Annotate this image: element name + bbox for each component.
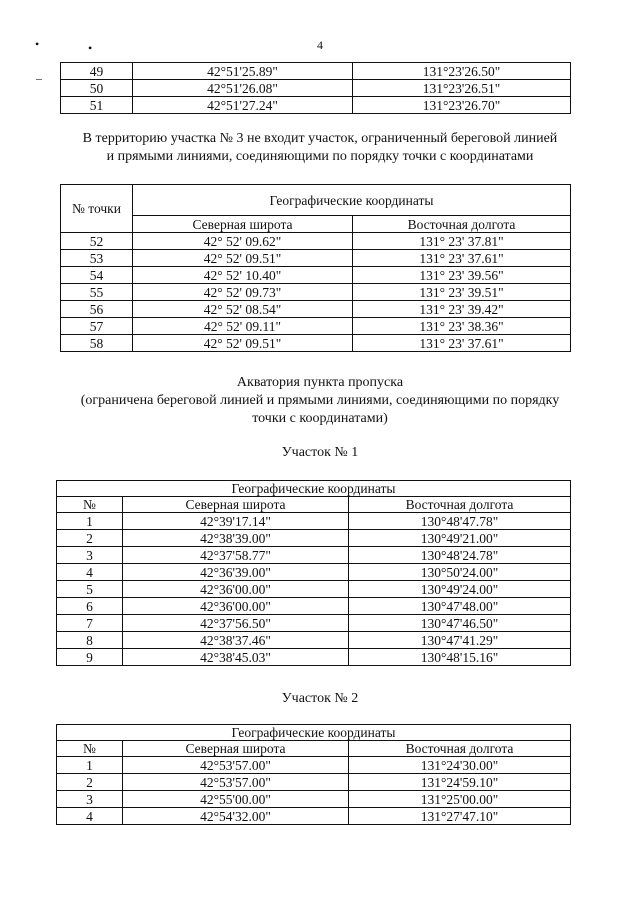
point-number: 2 bbox=[57, 530, 123, 547]
table-row bbox=[61, 63, 571, 80]
table-row bbox=[57, 774, 571, 791]
scan-mark-dot-left: • bbox=[35, 37, 40, 51]
longitude-cell: 131° 23' 37.81" bbox=[353, 233, 571, 250]
longitude-cell: 131°27'47.10" bbox=[349, 808, 571, 825]
table-row bbox=[57, 649, 571, 666]
point-number: 3 bbox=[57, 547, 123, 564]
exclusion-paragraph-line: В территорию участка № 3 не входит участок, ограниченный береговой линией bbox=[82, 131, 558, 146]
point-number: 1 bbox=[57, 513, 123, 530]
latitude-cell: 42°55'00.00" bbox=[123, 791, 349, 808]
longitude-cell: 131°23'26.51" bbox=[353, 80, 571, 97]
longitude-cell: 130°49'24.00" bbox=[349, 581, 571, 598]
column-header-longitude: Восточная долгота bbox=[349, 497, 571, 513]
column-header-longitude: Восточная долгота bbox=[349, 741, 571, 757]
latitude-cell: 42° 52' 09.51" bbox=[133, 250, 353, 267]
column-header-geo-coordinates: Географические координаты bbox=[57, 481, 571, 497]
latitude-cell: 42° 52' 08.54" bbox=[133, 301, 353, 318]
longitude-cell: 131° 23' 39.56" bbox=[353, 267, 571, 284]
table-row bbox=[61, 233, 571, 250]
longitude-cell: 130°48'15.16" bbox=[349, 649, 571, 666]
latitude-cell: 42° 52' 10.40" bbox=[133, 267, 353, 284]
table-row bbox=[61, 284, 571, 301]
column-header-latitude: Северная широта bbox=[133, 216, 353, 233]
latitude-cell: 42°38'39.00" bbox=[123, 530, 349, 547]
latitude-cell: 42°54'32.00" bbox=[123, 808, 349, 825]
latitude-cell: 42°53'57.00" bbox=[123, 757, 349, 774]
latitude-cell: 42°51'25.89" bbox=[133, 63, 353, 80]
column-header-number: № bbox=[57, 497, 123, 513]
latitude-cell: 42° 52' 09.62" bbox=[133, 233, 353, 250]
coordinates-table-section-2 bbox=[56, 724, 571, 825]
point-number: 49 bbox=[61, 63, 133, 80]
point-number: 1 bbox=[57, 757, 123, 774]
point-number: 53 bbox=[61, 250, 133, 267]
aquatory-description-line: (ограничена береговой линией и прямыми линиями, соединяющими по порядку bbox=[80, 393, 560, 408]
aquatory-title: Акватория пункта пропуска bbox=[236, 375, 404, 390]
table-row bbox=[57, 513, 571, 530]
point-number: 6 bbox=[57, 598, 123, 615]
point-number: 7 bbox=[57, 615, 123, 632]
page-number: 4 bbox=[317, 38, 323, 52]
latitude-cell: 42°53'57.00" bbox=[123, 774, 349, 791]
coordinates-table-section-1 bbox=[56, 480, 571, 666]
longitude-cell: 131°23'26.50" bbox=[353, 63, 571, 80]
point-number: 50 bbox=[61, 80, 133, 97]
table-row bbox=[57, 547, 571, 564]
latitude-cell: 42° 52' 09.73" bbox=[133, 284, 353, 301]
scan-mark-dot-right: • bbox=[88, 41, 93, 55]
longitude-cell: 130°47'41.29" bbox=[349, 632, 571, 649]
longitude-cell: 130°47'48.00" bbox=[349, 598, 571, 615]
longitude-cell: 131° 23' 38.36" bbox=[353, 318, 571, 335]
coordinates-table-continuation bbox=[60, 62, 571, 114]
latitude-cell: 42°38'45.03" bbox=[123, 649, 349, 666]
longitude-cell: 130°48'47.78" bbox=[349, 513, 571, 530]
point-number: 8 bbox=[57, 632, 123, 649]
table-row bbox=[61, 267, 571, 284]
table-row bbox=[61, 250, 571, 267]
column-header-geo-coordinates: Географические координаты bbox=[133, 185, 571, 216]
longitude-cell: 130°48'24.78" bbox=[349, 547, 571, 564]
point-number: 51 bbox=[61, 97, 133, 114]
coordinates-table-points-52-58 bbox=[60, 184, 571, 352]
aquatory-description-line: точки с координатами) bbox=[252, 411, 388, 426]
latitude-cell: 42°51'26.08" bbox=[133, 80, 353, 97]
aquatory-block bbox=[30, 374, 610, 428]
longitude-cell: 131° 23' 39.51" bbox=[353, 284, 571, 301]
point-number: 54 bbox=[61, 267, 133, 284]
latitude-cell: 42°36'00.00" bbox=[123, 581, 349, 598]
table-row bbox=[57, 581, 571, 598]
longitude-cell: 131°24'30.00" bbox=[349, 757, 571, 774]
latitude-cell: 42°37'58.77" bbox=[123, 547, 349, 564]
table-row bbox=[61, 97, 571, 114]
longitude-cell: 131°25'00.00" bbox=[349, 791, 571, 808]
longitude-cell: 131° 23' 39.42" bbox=[353, 301, 571, 318]
table-row bbox=[61, 301, 571, 318]
column-header-geo-coordinates: Географические координаты bbox=[57, 725, 571, 741]
longitude-cell: 130°50'24.00" bbox=[349, 564, 571, 581]
point-number: 57 bbox=[61, 318, 133, 335]
exclusion-paragraph-line: и прямыми линиями, соединяющими по порядку точки с координатами bbox=[106, 149, 534, 164]
latitude-cell: 42°36'00.00" bbox=[123, 598, 349, 615]
table-row bbox=[57, 564, 571, 581]
point-number: 5 bbox=[57, 581, 123, 598]
column-header-longitude: Восточная долгота bbox=[353, 216, 571, 233]
longitude-cell: 131° 23' 37.61" bbox=[353, 250, 571, 267]
latitude-cell: 42° 52' 09.51" bbox=[133, 335, 353, 352]
scan-mark-dash: – bbox=[36, 71, 42, 85]
point-number: 9 bbox=[57, 649, 123, 666]
section-title-1: Участок № 1 bbox=[281, 445, 359, 460]
latitude-cell: 42°37'56.50" bbox=[123, 615, 349, 632]
point-number: 4 bbox=[57, 808, 123, 825]
longitude-cell: 130°49'21.00" bbox=[349, 530, 571, 547]
column-header-point-number: № точки bbox=[61, 185, 133, 233]
column-header-latitude: Северная широта bbox=[123, 497, 349, 513]
table-row bbox=[61, 318, 571, 335]
point-number: 3 bbox=[57, 791, 123, 808]
exclusion-paragraph bbox=[30, 130, 610, 166]
latitude-cell: 42° 52' 09.11" bbox=[133, 318, 353, 335]
table-row bbox=[57, 757, 571, 774]
table-row bbox=[57, 598, 571, 615]
table-row bbox=[57, 530, 571, 547]
latitude-cell: 42°39'17.14" bbox=[123, 513, 349, 530]
point-number: 52 bbox=[61, 233, 133, 250]
point-number: 56 bbox=[61, 301, 133, 318]
longitude-cell: 131°23'26.70" bbox=[353, 97, 571, 114]
longitude-cell: 131°24'59.10" bbox=[349, 774, 571, 791]
latitude-cell: 42°51'27.24" bbox=[133, 97, 353, 114]
longitude-cell: 130°47'46.50" bbox=[349, 615, 571, 632]
point-number: 2 bbox=[57, 774, 123, 791]
section-title-2: Участок № 2 bbox=[281, 691, 359, 706]
point-number: 4 bbox=[57, 564, 123, 581]
longitude-cell: 131° 23' 37.61" bbox=[353, 335, 571, 352]
table-row bbox=[57, 615, 571, 632]
latitude-cell: 42°36'39.00" bbox=[123, 564, 349, 581]
table-row bbox=[57, 808, 571, 825]
table-row bbox=[61, 80, 571, 97]
point-number: 55 bbox=[61, 284, 133, 301]
point-number: 58 bbox=[61, 335, 133, 352]
latitude-cell: 42°38'37.46" bbox=[123, 632, 349, 649]
column-header-number: № bbox=[57, 741, 123, 757]
column-header-latitude: Северная широта bbox=[123, 741, 349, 757]
table-row bbox=[57, 632, 571, 649]
table-row bbox=[57, 791, 571, 808]
table-row bbox=[61, 335, 571, 352]
